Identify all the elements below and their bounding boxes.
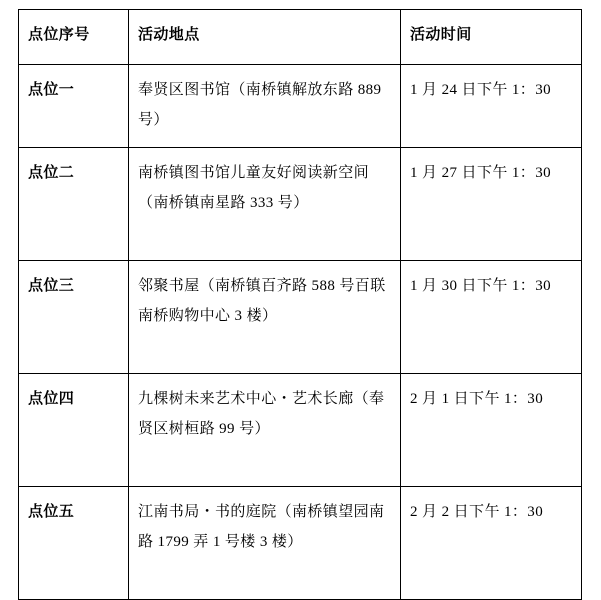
- row-time: 2 月 1 日下午 1：30: [401, 374, 582, 487]
- table-row: [19, 65, 582, 148]
- row-index: 点位二: [19, 148, 129, 261]
- column-header-time: 活动时间: [401, 10, 582, 65]
- column-header-place: 活动地点: [129, 10, 401, 65]
- activity-schedule-table: [18, 9, 582, 600]
- row-place: 邻聚书屋（南桥镇百齐路 588 号百联南桥购物中心 3 楼）: [129, 261, 401, 374]
- table-row: [19, 374, 582, 487]
- row-index: 点位三: [19, 261, 129, 374]
- row-time: 1 月 30 日下午 1：30: [401, 261, 582, 374]
- column-header-index: 点位序号: [19, 10, 129, 65]
- table-header-row: [19, 10, 582, 65]
- table-row: [19, 487, 582, 600]
- table-row: [19, 148, 582, 261]
- row-place: 九棵树未来艺术中心・艺术长廊（奉贤区树桓路 99 号）: [129, 374, 401, 487]
- row-place: 江南书局・书的庭院（南桥镇望园南路 1799 弄 1 号楼 3 楼）: [129, 487, 401, 600]
- row-place: 奉贤区图书馆（南桥镇解放东路 889 号）: [129, 65, 401, 148]
- row-time: 2 月 2 日下午 1：30: [401, 487, 582, 600]
- table-row: [19, 261, 582, 374]
- row-time: 1 月 24 日下午 1：30: [401, 65, 582, 148]
- row-index: 点位一: [19, 65, 129, 148]
- row-index: 点位四: [19, 374, 129, 487]
- row-index: 点位五: [19, 487, 129, 600]
- document-page: [0, 9, 601, 550]
- row-place: 南桥镇图书馆儿童友好阅读新空间（南桥镇南星路 333 号）: [129, 148, 401, 261]
- row-time: 1 月 27 日下午 1：30: [401, 148, 582, 261]
